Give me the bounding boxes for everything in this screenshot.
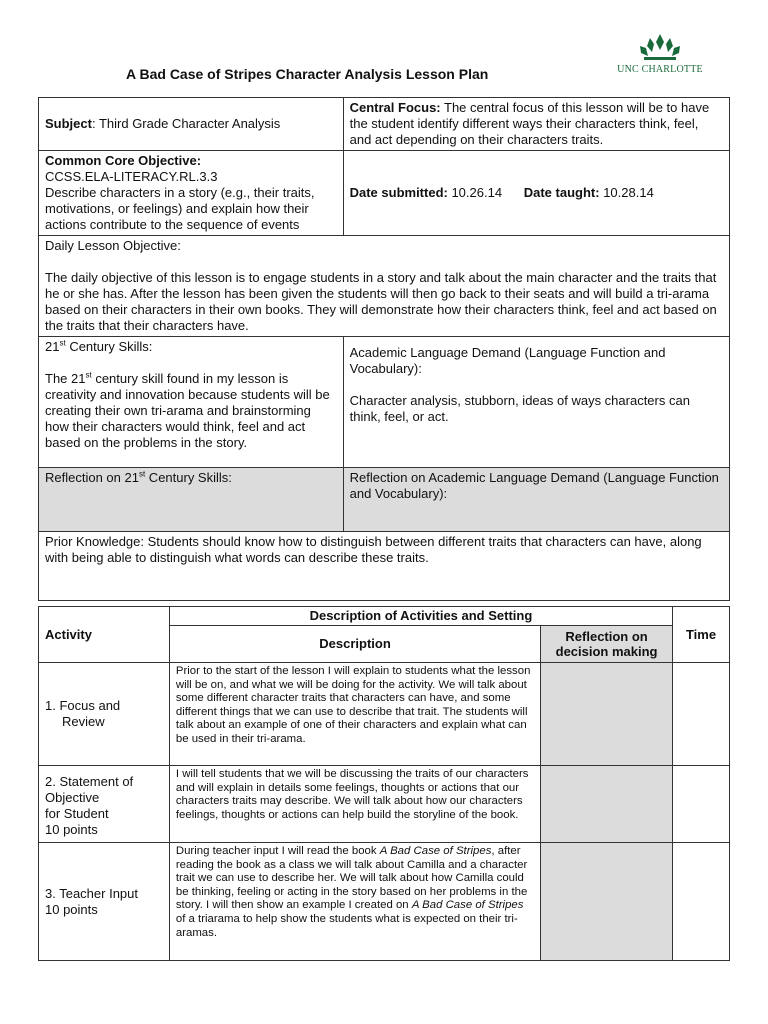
common-core-label: Common Core Objective:: [45, 153, 202, 168]
daily-objective-text: The daily objective of this lesson is to engage students in a story and talk about the main character and the traits that he or she has. After the lesson has been given the students will then go back to their seats and will build a tri-arama based on their characters in their own books. They will demonstrate how their characters think, feel and act based on the traits that their characters have.: [45, 270, 717, 333]
date-taught-label: Date taught:: [523, 185, 600, 200]
reflection-academic-cell: Reflection on Academic Language Demand (Language Function and Vocabulary):: [343, 468, 729, 532]
central-focus-cell: [343, 98, 729, 151]
common-core-text: Describe characters in a story (e.g., their traits, motivations, or feelings) and explain how their actions contribute to the sequence of events: [45, 185, 315, 232]
description-header: Description: [169, 626, 540, 663]
century-skills-cell: [39, 337, 344, 468]
academic-language-cell: [343, 337, 729, 468]
description-cell: I will tell students that we will be discussing the traits of our characters and will explain in details some feelings, thoughts or actions that our characters traits may describe. We will talk about how our characters feelings, thoughts or actions can help build the storyline of the book.: [169, 766, 540, 843]
century-skills-text: The 21st century skill found in my lesson is creativity and innovation because students will be creating their own tri-arama and brainstorming how their characters would think, feel and act based on the problems in the story.: [45, 370, 330, 450]
table-row: [39, 766, 730, 843]
academic-language-text: Character analysis, stubborn, ideas of ways characters can think, feel, or act.: [349, 393, 690, 424]
description-cell: Prior to the start of the lesson I will explain to students what the lesson will be on, and what we will be doing for the activity. We will talk about some different character traits that characters can have, and some different things that we can use to describe that trait. The students will talk about an example of one of their characters and explain what can be used in their tri-arama.: [169, 663, 540, 766]
reflection-cell: [541, 766, 673, 843]
date-taught-value: 10.28.14: [599, 185, 654, 200]
activity-cell: 2. Statement of Objective for Student 10 points: [39, 766, 170, 843]
unc-charlotte-logo: [606, 30, 714, 78]
subject-label: Subject: [45, 116, 92, 131]
book-title: A Bad Case of Stripes: [411, 899, 524, 912]
common-core-code: CCSS.ELA-LITERACY.RL.3.3: [45, 169, 218, 184]
crown-icon: [606, 30, 714, 64]
daily-objective-cell: [39, 236, 730, 337]
reflection-skills-cell: Reflection on 21st Century Skills:: [39, 468, 344, 532]
date-submitted-value: 10.26.14: [447, 185, 503, 200]
time-cell: [673, 843, 730, 961]
activity-header: Activity: [39, 607, 170, 663]
activity-cell: 3. Teacher Input 10 points: [39, 843, 170, 961]
prior-knowledge-cell: Prior Knowledge: Students should know how to distinguish between different traits that characters can have, along with being able to distinguish what words can describe these traits.: [39, 532, 730, 601]
reflection-cell: [541, 843, 673, 961]
century-skills-label: 21st Century Skills:: [45, 338, 153, 354]
reflection-cell: [541, 663, 673, 766]
page-title: A Bad Case of Stripes Character Analysis Lesson Plan: [126, 66, 489, 82]
table-row: [39, 843, 730, 961]
dates-cell: [343, 151, 729, 236]
academic-language-label: Academic Language Demand (Language Function and Vocabulary):: [349, 345, 666, 376]
lesson-plan-table: [38, 97, 730, 601]
time-cell: [673, 663, 730, 766]
time-header: Time: [673, 607, 730, 663]
date-submitted-label: Date submitted:: [349, 185, 448, 200]
logo-text: UNC CHARLOTTE: [617, 64, 703, 75]
central-focus-label: Central Focus:: [349, 100, 441, 115]
description-cell: During teacher input I will read the book A Bad Case of Stripes, after reading the book as a class we will talk about Camilla and a character trait we can use to describe her. We will talk about how Camilla could be thinking, feeling or acting in the story based on her problems in the story. I will then show an example I created on A Bad Case of Stripes of a triarama to help show the students what is expected on their tri-aramas.: [169, 843, 540, 961]
book-title: A Bad Case of Stripes: [379, 845, 492, 857]
description-group-header: Description of Activities and Setting: [169, 607, 672, 626]
common-core-cell: [39, 151, 344, 236]
subject-value: : Third Grade Character Analysis: [91, 116, 281, 131]
time-cell: [673, 766, 730, 843]
activity-cell: 1. Focus and Review: [39, 663, 170, 766]
subject-cell: [39, 98, 344, 151]
activities-table: [38, 606, 730, 961]
central-focus-value: The central focus of this lesson will be to have the student identify different ways their characters think, feel, and act depending on their characters traits.: [349, 100, 710, 147]
reflection-header: Reflection on decision making: [541, 626, 673, 663]
daily-objective-label: Daily Lesson Objective:: [45, 238, 181, 253]
table-row: [39, 663, 730, 766]
